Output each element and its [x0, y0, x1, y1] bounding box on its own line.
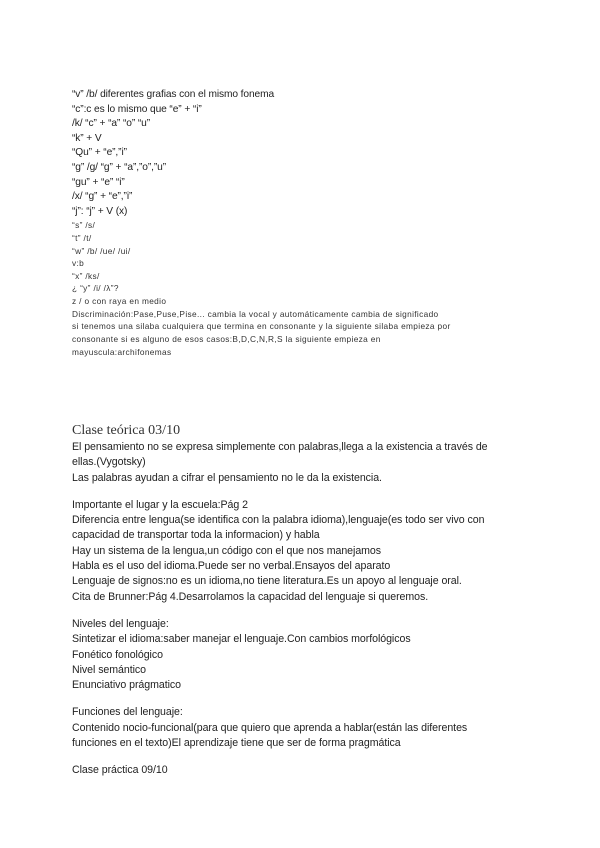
paragraph-line: Habla es el uso del idioma.Puede ser no verbal.Ensayos del aparato — [72, 560, 391, 573]
phoneme-notes — [72, 88, 542, 359]
niveles-heading: Niveles del lenguaje: — [72, 617, 169, 630]
note-line: /x/ “g” + “e”,”i” — [72, 191, 133, 203]
note-line: “k” + V — [72, 132, 102, 144]
note-line: “c”:c es lo mismo que “e” + “i” — [72, 103, 202, 115]
paragraph-line: Las palabras ayudan a cifrar el pensamiento no le da la existencia. — [72, 471, 382, 484]
note-line: “g” /g/ “g” + “a”,”o”,”u” — [72, 161, 167, 173]
paragraph-line: Importante el lugar y la escuela:Pág 2 — [72, 498, 248, 511]
note-line: “s” /s/ — [72, 220, 96, 231]
niveles-item: Enunciativo prágmatico — [72, 679, 182, 692]
discrimination-line: Discriminación:Pase,Puse,Pise... cambia la vocal y automáticamente cambia de significado — [72, 308, 439, 319]
note-line: v:b — [72, 258, 85, 269]
niveles-item: Fonético fonológico — [72, 648, 163, 661]
note-line: z / o con raya en medio — [72, 295, 167, 306]
paragraph-line: Diferencia entre lengua(se identifica con la palabra idioma),lenguaje(es todo ser vivo con — [72, 514, 485, 527]
note-line: “gu” + “e” “i” — [72, 176, 125, 188]
funciones-item: funciones en el texto)El aprendizaje tiene que ser de forma pragmática — [72, 737, 401, 750]
niveles-item: Sintetizar el idioma:saber manejar el lenguaje.Con cambios morfológicos — [72, 633, 411, 646]
clase-practica-heading: Clase práctica 09/10 — [72, 764, 168, 777]
niveles-item: Nivel semántico — [72, 663, 147, 676]
section-heading: Clase teórica 03/10 — [72, 423, 181, 438]
note-line: “t” /t/ — [72, 232, 92, 243]
discrimination-line: mayuscula:archifonemas — [72, 346, 172, 357]
note-line: /k/ “c” + “a” “o” “u” — [72, 118, 150, 130]
paragraph-line: Cita de Brunner:Pág 4.Desarrolamos la capacidad del lenguaje si queremos. — [72, 590, 429, 603]
discrimination-line: consonante si es alguno de esos casos:B,D,C,N,R,S la siguiente empieza en — [72, 334, 381, 345]
funciones-item: Contenido nocio-funcional(para que quiero que aprenda a hablar(están las diferentes — [72, 721, 468, 734]
paragraph-line: ellas.(Vygotsky) — [72, 456, 146, 469]
paragraph-line: El pensamiento no se expresa simplemente con palabras,llega a la existencia a través de — [72, 441, 488, 453]
note-line: “j”: “j” + V (x) — [72, 205, 128, 217]
paragraph-line: Lenguaje de signos:no es un idioma,no tiene literatura.Es un apoyo al lenguaje oral. — [72, 575, 462, 588]
note-line: “x” /ks/ — [72, 270, 100, 281]
paragraph-line: capacidad de transportar toda la informacion) y habla — [72, 529, 320, 542]
clase-teorica-section — [72, 422, 542, 779]
note-line: “v” /b/ diferentes grafias con el mismo fonema — [72, 89, 275, 100]
funciones-heading: Funciones del lenguaje: — [72, 706, 183, 719]
note-line: ¿ “y” /i/ /λ”? — [72, 283, 119, 294]
discrimination-line: si tenemos una silaba cualquiera que termina en consonante y la siguiente silaba empieza por — [72, 321, 451, 332]
paragraph-line: Hay un sistema de la lengua,un código con el que nos manejamos — [72, 544, 382, 557]
note-line: “w” /b/ /ue/ /ui/ — [72, 245, 131, 256]
note-line: “Qu” + “e”,”i” — [72, 147, 127, 159]
